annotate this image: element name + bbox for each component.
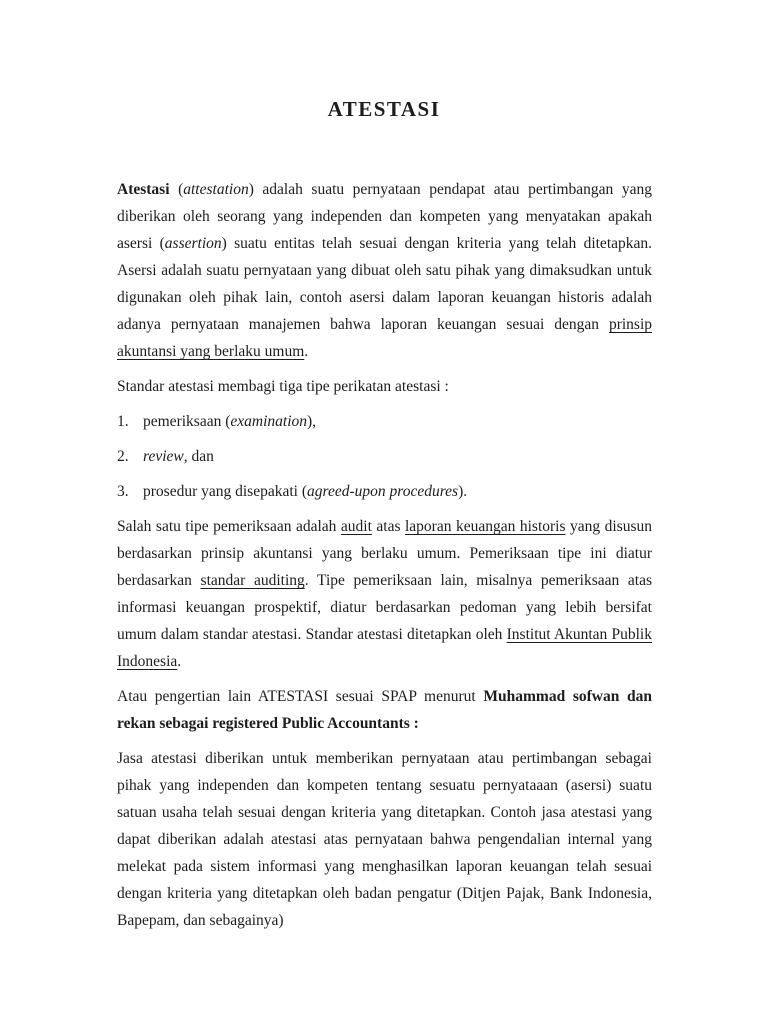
text-run: prosedur yang disepakati ( <box>143 483 307 500</box>
paragraph <box>117 745 652 934</box>
text-run: standar auditing <box>200 572 305 589</box>
document-body <box>117 176 652 934</box>
text-run: assertion <box>164 235 222 252</box>
text-run: agreed-upon procedures <box>307 483 459 500</box>
text-run: review <box>143 448 184 465</box>
text-run: ) adalah suatu pernyataan pendapat atau pertimbangan yang diberikan oleh seorang yang independen dan kompeten yang menyatakan apakah asersi ( <box>117 181 652 252</box>
paragraph <box>117 176 652 365</box>
list-item-number: 2. <box>117 448 129 465</box>
text-run: . <box>177 653 182 670</box>
text-run: , dan <box>183 448 214 465</box>
text-run: Jasa atestasi diberikan untuk memberikan pernyataan atau pertimbangan sebagai pihak yang independen dan kompeten tentang sesuatu pernyataaan (asersi) suatu satuan usaha telah sesuai dengan kriteria yang ditetapkan. Contoh jasa atestasi yang dapat diberikan adalah atestasi atas pernyataan bahwa pengendalian internal yang melekat pada sistem informasi yang menghasilkan laporan keuangan telah sesuai dengan kriteria yang ditetapkan oleh badan pengatur (Ditjen Pajak, Bank Indonesia, Bapepam, dan sebagainya) <box>117 750 652 929</box>
text-run: Muhammad sofwan dan rekan sebagai registered Public Accountants : <box>117 688 653 732</box>
text-run: atas <box>371 518 405 535</box>
text-run: ), <box>307 413 317 430</box>
text-run: Institut Akuntan Publik Indonesia <box>117 626 652 670</box>
list-item-text <box>143 443 652 470</box>
text-run: audit <box>340 518 372 535</box>
list-item <box>117 408 652 435</box>
text-run: Salah satu tipe pemeriksaan adalah <box>117 518 341 535</box>
list-item-number: 1. <box>117 413 129 430</box>
text-run: pemeriksaan ( <box>143 413 231 430</box>
text-run: laporan keuangan historis <box>405 518 566 535</box>
text-run: examination <box>230 413 307 430</box>
text-run: yang disusun berdasarkan prinsip akuntansi yang berlaku umum. Pemeriksaan tipe ini diatur berdasarkan <box>117 518 653 589</box>
text-run: ). <box>458 483 468 500</box>
list-item-number: 3. <box>117 483 129 500</box>
document-title: ATESTASI <box>327 97 441 121</box>
list-item-text <box>143 478 652 505</box>
text-run: attestation <box>183 181 249 198</box>
list-item <box>117 478 652 505</box>
text-run: ( <box>178 181 184 198</box>
list-item-text <box>143 408 652 435</box>
text-run: ) suatu entitas telah sesuai dengan kriteria yang telah ditetapkan. Asersi adalah suatu pernyataan yang dibuat oleh satu pihak yang dimaksudkan untuk digunakan oleh pihak lain, contoh asersi dalam laporan keuangan historis adalah adanya pernyataan manajemen bahwa laporan keuangan sesuai dengan <box>117 235 653 333</box>
text-run: Atau pengertian lain ATESTASI sesuai SPAP menurut <box>117 688 484 705</box>
paragraph <box>117 683 652 737</box>
text-run: . <box>304 343 309 360</box>
text-run: prinsip akuntansi yang berlaku umum <box>117 316 652 360</box>
paragraph <box>117 373 652 400</box>
text-run: . Tipe pemeriksaan lain, misalnya pemeriksaan atas informasi keuangan prospektif, diatur berdasarkan pedoman yang lebih bersifat umum dalam standar atestasi. Standar atestasi ditetapkan oleh <box>117 572 653 643</box>
list-item <box>117 443 652 470</box>
text-run: Standar atestasi membagi tiga tipe perikatan atestasi : <box>117 378 449 395</box>
text-run: Atestasi <box>117 181 179 198</box>
paragraph <box>117 513 652 675</box>
